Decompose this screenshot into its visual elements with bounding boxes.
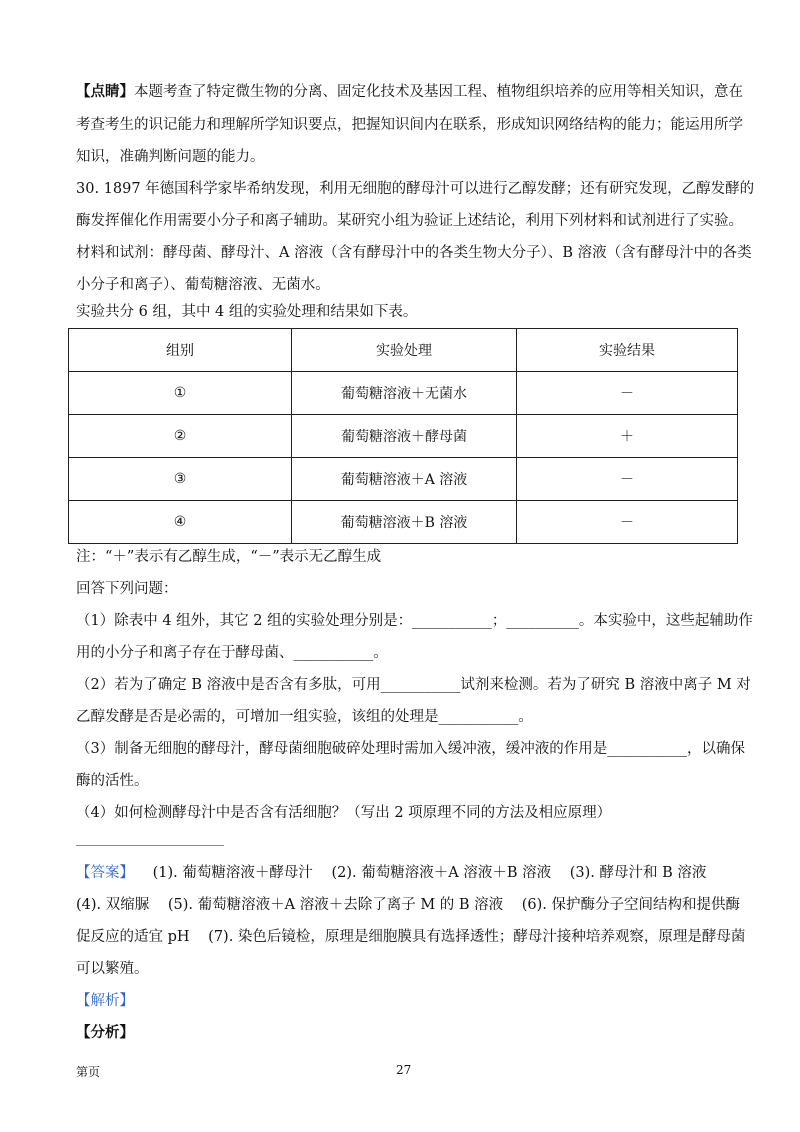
sub-question-2a: （2）若为了确定 B 溶液中是否含有多肽，可用___________试剂来检测。若为了研究 B 溶液中离子 M 对 [76,677,751,693]
cell-group: ① [69,372,292,415]
question-line-2: 酶发挥催化作用需要小分子和离子辅助。某研究小组为验证上述结论，利用下列材料和试剂进行了实验。 [76,213,743,229]
summary-line-1: 【点睛】本题考查了特定微生物的分离、固定化技术及基因工程、植物组织培养的应用等相关知识，意在 [76,83,743,100]
answer-line-4: 可以繁殖。 [76,961,149,977]
sub-question-2b: 乙醇发酵是否是必需的，可增加一组实验，该组的处理是___________。 [76,709,533,725]
answer-item-7: (7). 染色后镜检，原理是细胞膜具有选择透性；酵母汁接种培养观察，原理是酵母菌 [208,929,746,945]
table-note: 注：“＋”表示有乙醇生成，“－”表示无乙醇生成 [76,549,382,565]
question-line-5: 实验共分 6 组，其中 4 组的实验处理和结果如下表。 [76,304,418,320]
summary-tag: 【点睛】 [76,83,134,100]
analysis-tag: 【解析】 [76,993,134,1009]
cell-result: － [517,501,738,544]
question-line-1: 30. 1897 年德国科学家毕希纳发现，利用无细胞的酵母汁可以进行乙醇发酵；还有研究发现，乙醇发酵的 [76,181,755,197]
cell-treatment: 葡萄糖溶液＋A 溶液 [292,458,517,501]
footer-page-number: 27 [396,1063,412,1077]
table-row [69,501,738,544]
answer-item-1: (1). 葡萄糖溶液＋酵母汁 [152,865,313,881]
sub-question-4: （4）如何检测酵母汁中是否含有活细胞？（写出 2 项原理不同的方法及相应原理） [76,805,612,821]
table-row [69,372,738,415]
experiment-table [68,328,738,544]
answer-tag: 【答案】 [76,865,134,881]
header-treatment: 实验处理 [292,329,517,372]
question-line-3: 材料和试剂：酵母菌、酵母汁、A 溶液（含有酵母汁中的各类生物大分子）、B 溶液（含有酵母汁中的各类 [76,245,752,261]
answer-line-1 [76,863,736,883]
footer-page-label: 第页 [76,1065,101,1079]
cell-result: ＋ [517,415,738,458]
header-group: 组别 [69,329,292,372]
cell-group: ③ [69,458,292,501]
summary-line-3: 知识，准确判断问题的能力。 [76,149,265,165]
answer-line-2 [76,895,741,915]
cell-group: ④ [69,501,292,544]
answer-item-4: (4). 双缩脲 [76,897,150,913]
cell-result: － [517,458,738,501]
answer-line-3 [76,927,746,947]
cell-result: － [517,372,738,415]
table-row [69,458,738,501]
sub-question-3a: （3）制备无细胞的酵母汁，酵母菌细胞破碎处理时需加入缓冲液，缓冲液的作用是___________，以确保 [76,741,745,757]
summary-line-2: 考查考生的识记能力和理解所学知识要点，把握知识间内在联系，形成知识网络结构的能力；能运用所学 [76,117,743,133]
cell-treatment: 葡萄糖溶液＋酵母菌 [292,415,517,458]
analyze-tag: 【分析】 [76,1024,134,1041]
answer-item-6: (6). 保护酶分子空间结构和提供酶 [521,897,741,913]
answer-item-2: (2). 葡萄糖溶液＋A 溶液＋B 溶液 [331,865,552,881]
cell-treatment: 葡萄糖溶液＋B 溶液 [292,501,517,544]
answer-item-5: (5). 葡萄糖溶液＋A 溶液＋去除了离子 M 的 B 溶液 [167,897,504,913]
answer-prompt: 回答下列问题： [76,581,178,597]
question-line-4: 小分子和离子）、葡萄糖溶液、无菌水。 [76,277,330,293]
cell-treatment: 葡萄糖溶液＋无菌水 [292,372,517,415]
table-row [69,415,738,458]
cell-group: ② [69,415,292,458]
table-header-row [69,329,738,372]
sub-question-1a: （1）除表中 4 组外，其它 2 组的实验处理分别是：___________；__________。本实验中，这些起辅助作 [76,613,753,629]
answer-item-3: (3). 酵母汁和 B 溶液 [569,865,707,881]
sub-question-1b: 用的小分子和离子存在于酵母菌、___________。 [76,645,388,661]
sub-question-3b: 酶的活性。 [76,773,149,789]
section-divider [76,845,224,846]
answer-item-6-cont: 促反应的适宜 pH [76,929,190,945]
header-result: 实验结果 [517,329,738,372]
